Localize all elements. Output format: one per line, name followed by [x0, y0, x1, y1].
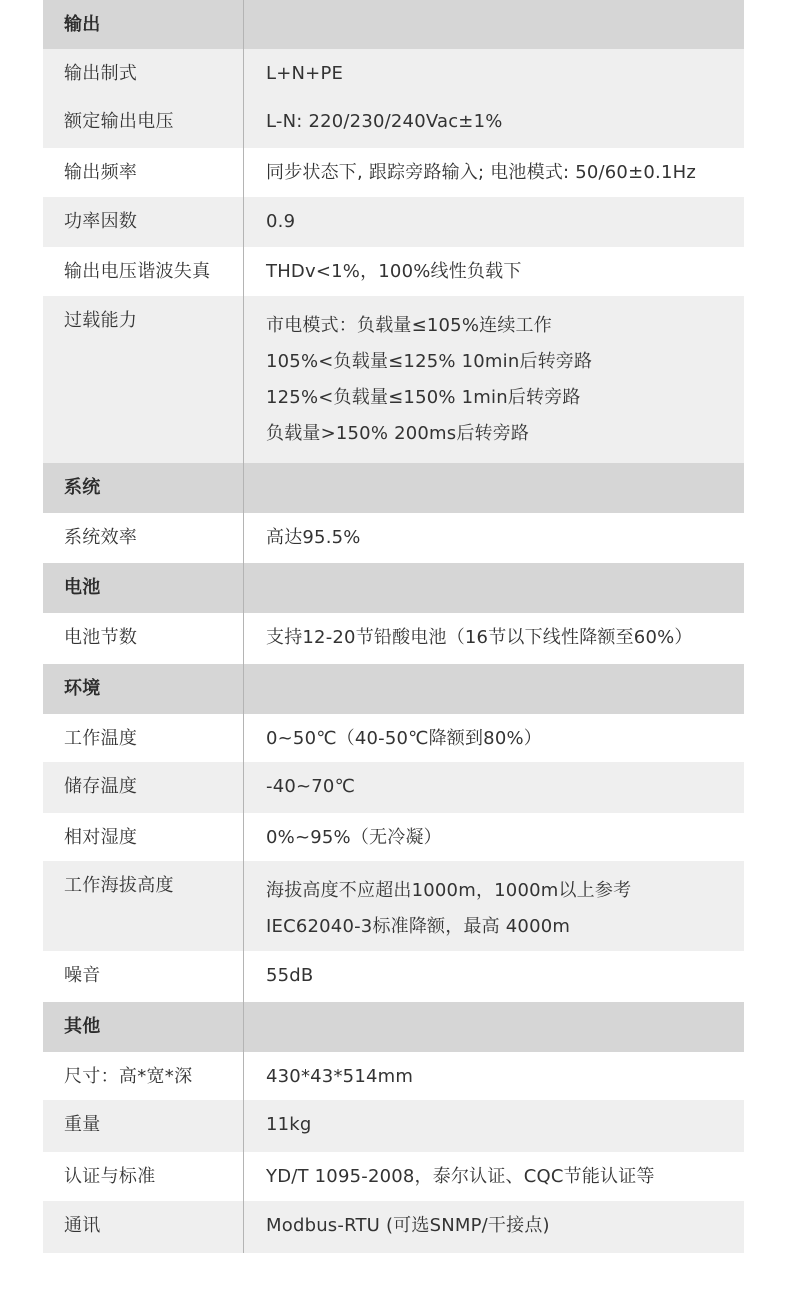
spec-value: [244, 1100, 744, 1152]
spec-value-line: Modbus-RTU (可选SNMP/干接点): [266, 1215, 550, 1236]
section-header-row: [43, 664, 744, 714]
spec-value-line: 高达95.5%: [266, 527, 361, 548]
spec-row: [43, 1152, 744, 1201]
spec-row: [43, 613, 744, 664]
spec-value-line: THDv<1%，100%线性负载下: [266, 261, 522, 282]
spec-value: [244, 1152, 744, 1201]
spec-table: [43, 0, 744, 1253]
section-header-row: [43, 463, 744, 513]
section-title: 电池: [43, 563, 244, 613]
spec-label: 过载能力: [43, 296, 244, 463]
spec-row: [43, 1201, 744, 1253]
spec-label: 工作海拔高度: [43, 861, 244, 951]
section-header-row: [43, 0, 744, 49]
spec-value-line: -40~70℃: [266, 776, 356, 797]
spec-value: [244, 714, 744, 762]
spec-value-line: 同步状态下, 跟踪旁路输入; 电池模式: 50/60±0.1Hz: [266, 162, 696, 183]
spec-value-line: 0~50℃（40-50℃降额到80%）: [266, 728, 542, 749]
spec-value: [244, 1002, 744, 1052]
spec-value: [244, 296, 744, 463]
spec-label: 额定输出电压: [43, 97, 244, 148]
spec-value: [244, 0, 744, 49]
spec-value-line: 11kg: [266, 1114, 312, 1135]
section-title: 系统: [43, 463, 244, 513]
spec-value-line: 支持12-20节铅酸电池（16节以下线性降额至60%）: [266, 627, 693, 648]
spec-label: 重量: [43, 1100, 244, 1152]
section-title: 环境: [43, 664, 244, 714]
spec-row: [43, 296, 744, 463]
spec-label: 输出频率: [43, 148, 244, 197]
spec-value-line: 105%<负载量≤125% 10min后转旁路: [266, 351, 593, 372]
spec-value: [244, 197, 744, 247]
spec-row: [43, 762, 744, 813]
spec-label: 噪音: [43, 951, 244, 1002]
spec-value: [244, 1201, 744, 1253]
spec-value-line: 0%~95%（无冷凝）: [266, 827, 442, 848]
spec-row: [43, 861, 744, 951]
spec-label: 尺寸：高*宽*深: [43, 1052, 244, 1100]
spec-value-line: L-N: 220/230/240Vac±1%: [266, 111, 503, 132]
spec-label: 相对湿度: [43, 813, 244, 861]
spec-value-line: 海拔高度不应超出1000m，1000m以上参考: [266, 880, 632, 901]
spec-row: [43, 714, 744, 762]
spec-label: 功率因数: [43, 197, 244, 247]
spec-label: 通讯: [43, 1201, 244, 1253]
spec-value: [244, 563, 744, 613]
spec-value: [244, 247, 744, 296]
spec-row: [43, 247, 744, 296]
spec-row: [43, 813, 744, 861]
spec-value-line: 负载量>150% 200ms后转旁路: [266, 423, 530, 444]
spec-value: [244, 1052, 744, 1100]
spec-row: [43, 1052, 744, 1100]
section-header-row: [43, 563, 744, 613]
spec-value: [244, 49, 744, 97]
spec-label: 工作温度: [43, 714, 244, 762]
spec-value-line: 125%<负载量≤150% 1min后转旁路: [266, 387, 581, 408]
spec-value: [244, 513, 744, 563]
spec-value: [244, 762, 744, 813]
spec-value: [244, 861, 744, 951]
spec-value-line: 430*43*514mm: [266, 1066, 414, 1087]
spec-value: [244, 664, 744, 714]
spec-value: [244, 613, 744, 664]
spec-value: [244, 97, 744, 148]
spec-value-line: 0.9: [266, 211, 296, 232]
spec-label: 系统效率: [43, 513, 244, 563]
spec-row: [43, 49, 744, 97]
section-title: 输出: [43, 0, 244, 49]
spec-label: 输出电压谐波失真: [43, 247, 244, 296]
spec-value-line: YD/T 1095-2008，泰尔认证、CQC节能认证等: [266, 1166, 655, 1187]
spec-value-line: L+N+PE: [266, 63, 344, 84]
spec-value: [244, 951, 744, 1002]
spec-label: 输出制式: [43, 49, 244, 97]
section-title: 其他: [43, 1002, 244, 1052]
spec-row: [43, 513, 744, 563]
spec-value-line: IEC62040-3标准降额，最高 4000m: [266, 916, 571, 937]
section-header-row: [43, 1002, 744, 1052]
spec-value-line: 55dB: [266, 965, 314, 986]
spec-row: [43, 97, 744, 148]
spec-value: [244, 148, 744, 197]
spec-value: [244, 813, 744, 861]
spec-label: 储存温度: [43, 762, 244, 813]
spec-value: [244, 463, 744, 513]
spec-row: [43, 951, 744, 1002]
spec-label: 电池节数: [43, 613, 244, 664]
spec-value-line: 市电模式：负载量≤105%连续工作: [266, 315, 552, 336]
spec-row: [43, 1100, 744, 1152]
spec-row: [43, 197, 744, 247]
spec-label: 认证与标准: [43, 1152, 244, 1201]
spec-row: [43, 148, 744, 197]
